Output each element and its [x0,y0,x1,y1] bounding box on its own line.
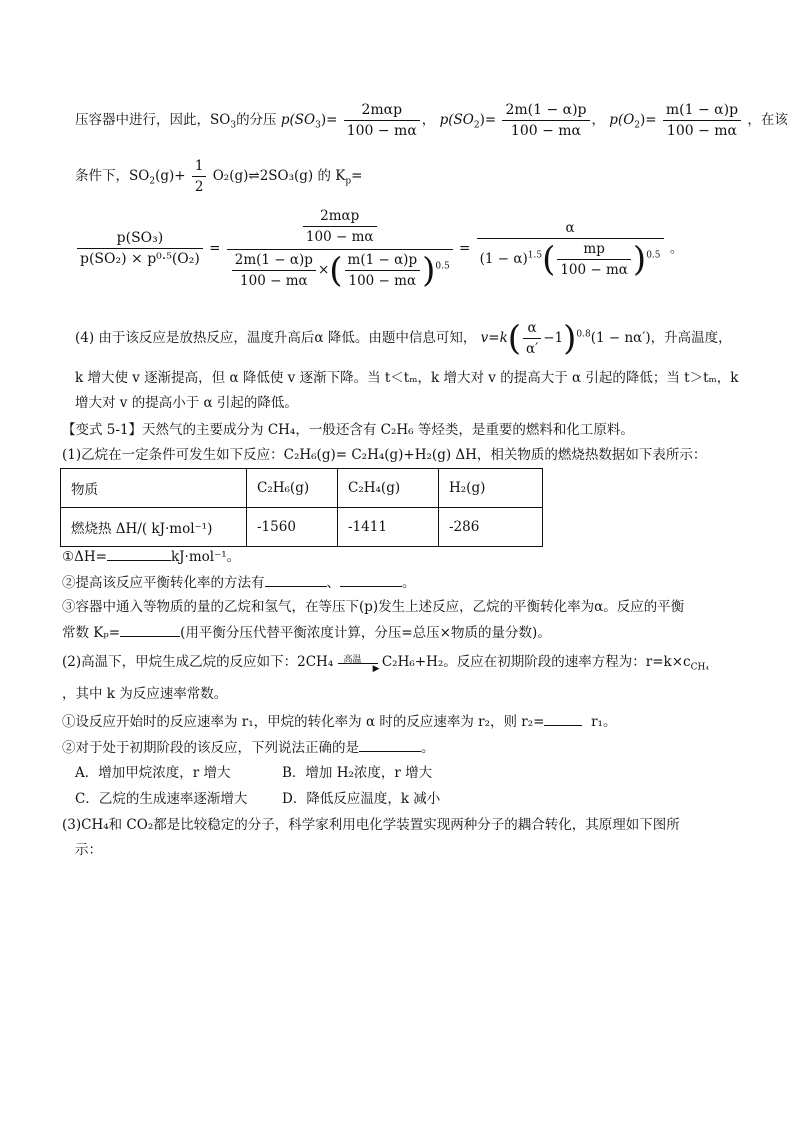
denominator: p(SO₂) × p⁰·⁵(O₂) [80,251,200,267]
condition-line: 条件下，$SO_2(g)+$ $\frac{1}{2}$ O₂(g)⇌2SO₃(g) 的 $K_p=$ [75,158,363,195]
q2a [62,711,616,732]
denominator: 100 − mα [240,273,308,289]
numerator: 2mαp [344,100,420,121]
exponent: 0.8 [576,329,591,340]
header-cell: C₂H₄(g) [338,469,439,508]
denominator: 100 − mα [348,273,417,289]
so3-fraction [344,100,420,141]
q2-line1 [62,652,709,678]
text: 压容器中进行，因此，SO [75,112,231,128]
text: ，升高温度， [650,330,732,346]
mid-bot-a [232,250,316,291]
exponent: 1.5 [527,250,543,260]
text: −1 [543,330,564,346]
text: 。 [421,740,435,756]
text: r₁。 [591,714,617,730]
table-cell: -1560 [247,508,338,547]
text: 常数 Kₚ= [62,625,121,641]
so2-fraction [502,100,589,141]
so2-label: p(SO [439,112,474,128]
para4-line2: k 增大使 v 逐渐提高，但 α 降低使 v 逐渐下降。当 t＜tₘ，k 增大对 v 的提高大于 α 引起的降低；当 t＞tₘ，k [75,370,739,386]
q1b [62,572,416,593]
answer-blank[interactable] [265,572,327,587]
q1a [62,546,240,567]
question-1: (1)乙烷在一定条件可发生如下反应：C₂H₆(g)= C₂H₄(g)+H₂(g) ΔH，相关物质的燃烧热数据如下表所示： [62,447,707,463]
rhs-denominator: $(1 - \alpha)^{1.5}$( $\frac{mp}{100 - m\alpha}$ )$^{0.5}$ [479,239,661,279]
numerator: α [477,218,664,239]
exponent: 0.5 [435,261,450,272]
o2-label: p(O [609,112,635,128]
denominator: 100 − mα [305,229,374,245]
denominator: 100 − mα [510,123,582,139]
option-a: A．增加甲烷浓度，r 增大 [75,765,231,781]
text: ②对于处于初期阶段的该反应，下列说法正确的是 [62,740,359,756]
condition-label: 高温 [343,654,362,665]
so3-label: p(SO [280,112,316,128]
text: 的分压 [236,112,277,128]
answer-blank[interactable] [544,711,582,726]
denominator: α′ [526,341,539,357]
table-cell: -1411 [338,508,439,547]
denominator: 100 − mα [666,123,738,139]
numerator: 1 [192,156,207,177]
q1c-line2 [62,622,551,643]
denominator: 100 − mα [346,123,417,139]
numerator: 2m(1 − α)p [502,100,589,121]
q1c-line1: ③容器中通入等物质的量的乙烷和氢气，在等压下(p)发生上述反应，乙烷的平衡转化率为α。反应的平衡 [62,599,685,615]
text: (2)高温下，甲烷生成乙烷的反应如下：2CH₄ [62,654,334,670]
text: 。 [669,240,684,257]
mid-denominator: $\frac{2m(1 - \alpha)p}{100 - m\alpha}$ ×( $\frac{m(1 - \alpha)p}{100 - m\alpha}$ )$^{0.5}$ [227,250,453,291]
text: (用平衡分压代替平衡浓度计算，分压=总压×物质的量分数)。 [180,625,551,641]
table-row [61,508,543,547]
numerator: m(1 − α)p [663,100,741,121]
text: 、 [326,575,340,591]
text: ②提高该反应平衡转化率的方法有 [62,575,265,591]
numerator: α [523,318,541,339]
answer-blank[interactable] [107,546,171,561]
table-header-row [61,469,543,508]
numerator: 2m(1 − α)p [232,250,316,271]
table-cell: 燃烧热 ΔH/( kJ·mol⁻¹) [61,508,247,547]
factor: (1 − α) [479,250,528,267]
text: 条件下，SO [75,168,150,184]
reaction-arrow: 高温 ▶ [338,654,378,672]
q2-line2: ，其中 k 为反应速率常数。 [62,686,228,702]
reaction-text: O₂(g)⇌2SO₃(g) 的 K [212,168,346,184]
numerator: 2mαp [303,206,377,227]
header-cell: C₂H₆(g) [247,469,338,508]
text: C₂H₆+H₂。反应在初期阶段的速率方程为：r=k×c [381,654,691,670]
kp-mid-fraction [227,206,453,291]
factor: (1 − nα′) [590,330,651,346]
text: kJ·mol⁻¹。 [170,549,241,565]
half-fraction [192,156,207,197]
q3-line1: (3)CH₄和 CO₂都是比较稳定的分子，科学家利用电化学装置实现两种分子的耦合转化，其原理如下图所 [62,817,680,833]
kp-rhs-fraction [477,218,664,280]
mid-bot-b [345,250,421,291]
text: 。 [402,575,416,591]
para4-line3: 增大对 v 的提高小于 α 引起的降低。 [75,395,298,411]
text: ，在该 [747,112,788,128]
answer-blank[interactable] [120,622,180,637]
numerator: mp [557,239,631,260]
q3-line2: 示： [75,842,102,858]
rate-label: v=k [480,330,508,346]
table-cell: -286 [439,508,543,547]
answer-blank[interactable] [359,737,421,752]
denominator: 100 − mα [560,261,628,278]
rhs-den-fraction [557,239,631,280]
mid-top-fraction [303,206,377,247]
variant-title: 【变式 5-1】天然气的主要成分为 CH₄，一般还含有 C₂H₆ 等烃类，是重要的燃料和化工原料。 [62,422,634,438]
kp-expression: $\frac{\text{p(SO₃)}}{\text{p(SO₂) × p⁰·⁵(O₂)}}$ = $\frac{\text{2mαp}}{100 - m\alpha}$ $\frac{2m(1 - \alpha)p}{100 - m\alpha}$ ×( $\frac{m(1 - \alpha)p}{100 - m\alpha}$ )$^{0.5}$ = α $(1 - \alpha)^{1.5}$( $\frac{mp}{100 - m\alpha}$ )$^{0.5}$ 。 [75,206,683,291]
q2b [62,737,435,758]
header-cell: H₂(g) [439,469,543,508]
o2-fraction [663,100,741,141]
partial-pressure-line: 压容器中进行，因此，$SO_3$的分压 $p(SO_3)=$ $\frac{\text{2mαp}}{100 - m\alpha}$ ， $p(SO_2)=$ $\frac{2m(1 - \alpha)p}{100 - m\alpha}$ ， $p(O_2)=$ $\frac{m(1 - \alpha)p}{100 - m\alpha}$ ，在该 [75,102,788,139]
exponent: 0.5 [646,250,661,260]
combustion-heat-table [60,468,543,547]
denominator: 2 [194,179,204,195]
text: (4) 由于该反应是放热反应，温度升高后α 降低。由题中信息可知， [75,330,477,346]
subscript: CH₄ [690,662,709,673]
para4-line1: (4) 由于该反应是放热反应，温度升高后α 降低。由题中信息可知， v=k( $\frac{\alpha}{\alpha'}$ −1)$^{0.8}$(1 − nα′)，升高温度， [75,318,732,359]
header-cell: 物质 [61,469,247,508]
text: ①ΔH= [62,549,107,565]
text: ①设反应开始时的反应速率为 r₁，甲烷的转化率为 α 时的反应速率为 r₂，则 r₂= [62,714,545,730]
text: = [351,168,363,184]
mid-numerator [227,206,453,250]
subscript: p [345,176,352,187]
answer-blank[interactable] [340,572,402,587]
numerator: p(SO₃) [77,228,203,249]
alpha-fraction [523,318,541,359]
kp-lhs-fraction [77,228,203,269]
option-d: D．降低反应温度，k 减小 [282,791,441,807]
option-c: C．乙烷的生成速率逐渐增大 [75,791,248,807]
option-b: B．增加 H₂浓度，r 增大 [282,765,433,781]
numerator: m(1 − α)p [345,250,421,271]
